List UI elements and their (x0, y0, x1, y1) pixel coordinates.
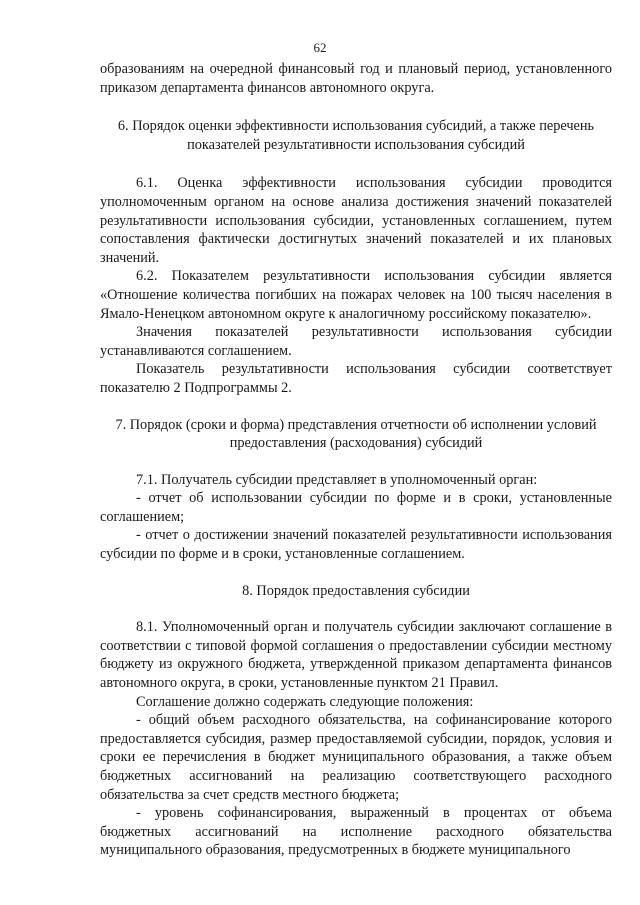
section-8-title: 8. Порядок предоставления субсидии (242, 582, 470, 599)
section-6-1-paragraph: 6.1. Оценка эффективности использования субсидии проводится уполномоченным органом на основе анализа достижения значений показателей результативности использования субсидии, установленных соглашением, путем сопоставления фактически достигнутых значений показателей и их плановых значений. (100, 175, 612, 266)
section-6-title: 6. Порядок оценки эффективности использования субсидий, а также перечень показателей результативности использования субсидий (117, 118, 595, 153)
section-7-1-paragraph: 7.1. Получатель субсидии представляет в уполномоченный орган: (136, 471, 538, 488)
section-8-1-paragraph: 8.1. Уполномоченный орган и получатель субсидии заключают соглашение в соответствии с типовой формой соглашения о предоставлении субсидии местному бюджету из окружного бюджета, утвержденной приказом департамента финансов автономного округа, в сроки, установленные пунктом 21 Правил. (100, 619, 612, 692)
section-7-title: 7. Порядок (сроки и форма) представления отчетности об исполнении условий предоставления (расходования) субсидий (115, 416, 597, 452)
section-8-volume-item: - общий объем расходного обязательства, на софинансирование которого предоставляется субсидия, размер предоставляемой субсидии, порядок, условия и сроки ее перечисления в бюджет муниципального образования, а также объем бюджетных ассигнований на реализацию соответствующего расходного обязательства за счет средств местного бюджета; (100, 712, 612, 803)
section-6-values-paragraph: Значения показателей результативности использования субсидии устанавливаются соглашением. (100, 324, 612, 359)
section-7-report-indicators-item: - отчет о достижении значений показателей результативности использования субсидии по форме и в сроки, установленные соглашением. (100, 527, 612, 563)
page-number: 62 (313, 40, 327, 55)
section-6-2-paragraph: 6.2. Показателем результативности использования субсидии является «Отношение количества погибших на пожарах человек на 100 тысяч населения в Ямало-Ненецком автономном округе к аналогичному российскому показателю». (100, 268, 612, 322)
intro-paragraph: образованиям на очередной финансовый год и плановый период, установленного приказом департамента финансов автономного округа. (100, 61, 612, 96)
section-7-report-usage-item: - отчет об использовании субсидии по форме и в сроки, установленные соглашением; (100, 490, 612, 525)
section-6-indicator-paragraph: Показатель результативности использования субсидии соответствует показателю 2 Подпрограммы 2. (100, 361, 612, 396)
section-8-cofinancing-item: - уровень софинансирования, выраженный в процентах от объема бюджетных ассигнований на исполнение расходного обязательства муниципального образования, предусмотренных в бюджете муниципального (100, 805, 612, 859)
document-body (100, 60, 612, 860)
section-8-agreement-intro: Соглашение должно содержать следующие положения: (136, 693, 474, 710)
